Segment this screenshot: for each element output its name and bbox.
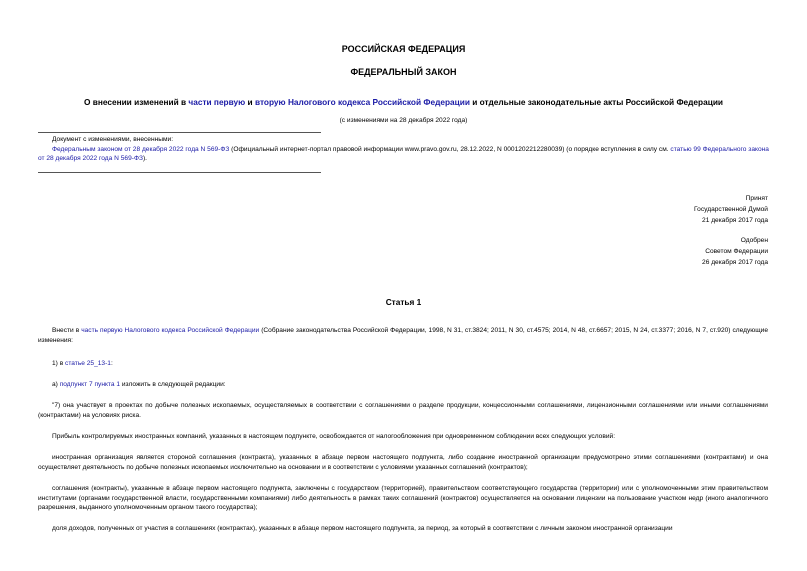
note-text1: (Официальный интернет-портал правовой информации www.pravo.gov.ru, 28.12.2022, N 0001202212280039) (о порядке вступления в силу см. <box>229 145 671 153</box>
link-part-one[interactable]: части первую <box>188 97 246 107</box>
article-paragraph-6: иностранная организация является стороной соглашения (контракта), указанных в абзаце первом настоящего подпункта, либо создание иностранной организации предусмотрено этими соглашениями (контрактами) и она осуществляет деятельность по добыче полезных ископаемых исключительно на основании и в соответствии с условиями указанных соглашений (контрактов); <box>38 454 768 471</box>
link-tax-code[interactable]: Налогового кодекса Российской Федерации <box>287 97 470 107</box>
adopted-body: Государственной Думой <box>694 206 768 213</box>
article-paragraph-2 <box>38 359 768 369</box>
note-divider-bottom <box>38 172 321 173</box>
adopted-block <box>694 193 768 226</box>
article-paragraph-8: доля доходов, полученных от участия в соглашениях (контрактах), указанных в абзаце первом настоящего подпункта, за период, за который в соответствии с личным законом иностранной организации <box>52 525 673 532</box>
p2-pre: 1) в <box>52 360 66 367</box>
article-paragraph-7: соглашения (контракты), указанные в абзаце первом настоящего подпункта, заключены с государством (территорией), правительством соответствующего государства (территории) или с уполномоченными этим правительством институтами (органами государственной власти, государственными компаниями) либо деятельность в рамках таких соглашений (контрактов) осуществляется на основании лицензии на пользование участком недр (иного аналогичного разрешения, выданного уполномоченным органом такого государства); <box>38 485 768 511</box>
article-title: Статья 1 <box>385 297 422 307</box>
article-paragraph-4: "7) она участвует в проектах по добыче полезных ископаемых, осуществляемых в соответствии с соглашениями о разделе продукции, концессионными соглашениями, лицензионными соглашениями или иными соглашениями (контрактами) на условиях риска. <box>38 402 768 419</box>
p1-pre: Внести в <box>52 327 82 334</box>
amendment-note <box>38 135 773 164</box>
link-subpoint-7[interactable]: подпункт 7 пункта 1 <box>59 381 121 388</box>
country-heading: РОССИЙСКАЯ ФЕДЕРАЦИЯ <box>341 44 466 54</box>
article-paragraph-5: Прибыль контролируемых иностранных компаний, указанных в настоящем подпункте, освобождается от налогообложения при одновременном соблюдении всех следующих условий: <box>52 433 616 440</box>
p2-post: : <box>110 360 113 367</box>
article-paragraph-1 <box>38 326 768 345</box>
note-body <box>38 145 773 164</box>
adopted-date: 21 декабря 2017 года <box>702 217 768 224</box>
approved-block <box>702 235 768 268</box>
link-tax-code-part-one[interactable]: часть первую Налогового кодекса Российской Федерации <box>81 327 260 334</box>
note-divider-top <box>38 132 321 133</box>
p3-pre: а) <box>52 381 60 388</box>
note-text2: ). <box>142 155 147 162</box>
approved-body: Советом Федерации <box>705 248 768 255</box>
p3-post: изложить в следующей редакции: <box>120 381 226 388</box>
link-article-25-13-1[interactable]: статье 25_13-1 <box>65 360 111 367</box>
article-paragraph-3 <box>38 380 768 390</box>
link-part-two[interactable]: вторую <box>254 97 286 107</box>
note-heading: Документ с изменениями, внесенными: <box>52 136 174 143</box>
approved-date: 26 декабря 2017 года <box>702 259 768 266</box>
law-title-post: и отдельные законодательные акты Российской Федерации <box>469 97 724 107</box>
revision-subtitle: (с изменениями на 28 декабря 2022 года) <box>339 117 468 124</box>
law-title-mid1: и <box>245 97 255 107</box>
link-law-569[interactable]: Федеральным законом от 28 декабря 2022 года N 569-ФЗ <box>52 145 230 153</box>
law-title-pre: О внесении изменений в <box>83 97 189 107</box>
link-article-99[interactable]: статью 99 Федерального закона от 28 декабря 2022 года N 569-ФЗ <box>38 145 769 162</box>
p1-post: (Собрание законодательства Российской Федерации, 1998, N 31, ст.3824; 2011, N 30, ст.4575; 2014, N 48, ст.6657; 2015, N 24, ст.3377; 2016, N 7, ст.920) следующие изменения: <box>38 327 769 344</box>
approved-label: Одобрен <box>740 237 768 244</box>
adopted-label: Принят <box>745 195 768 202</box>
law-title <box>0 97 807 107</box>
law-type-heading: ФЕДЕРАЛЬНЫЙ ЗАКОН <box>350 67 457 77</box>
